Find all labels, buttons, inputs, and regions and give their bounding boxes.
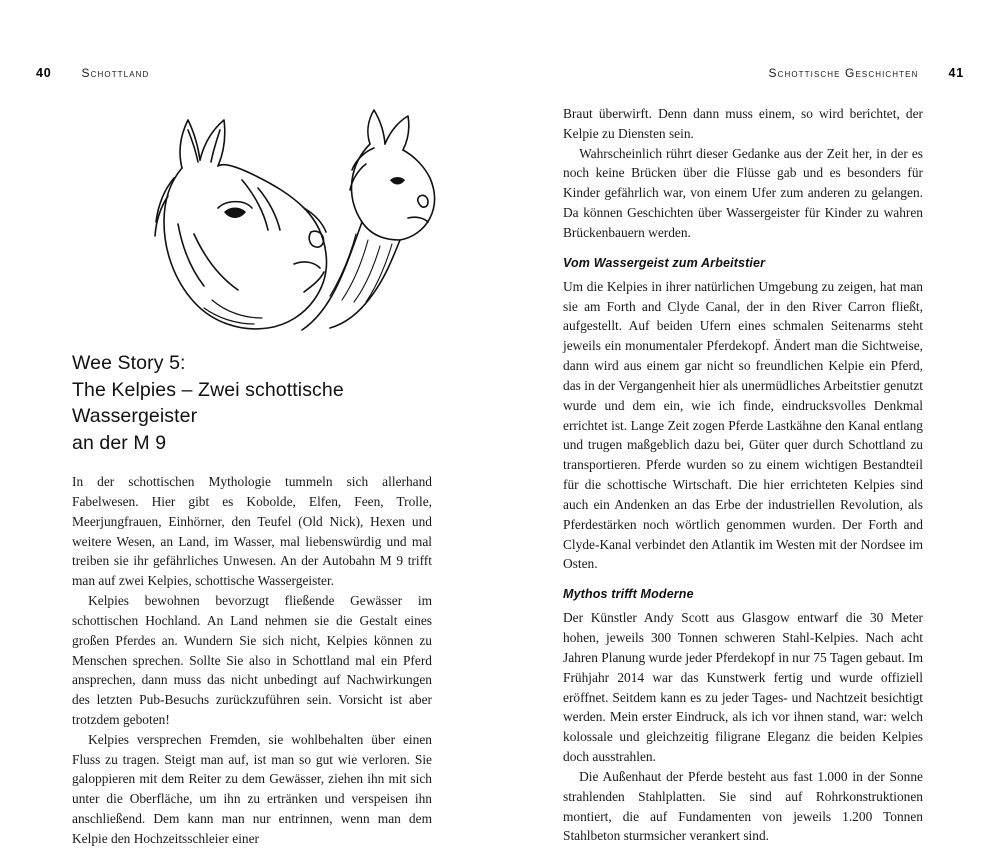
body-paragraph: Die Außenhaut der Pferde besteht aus fast 1.000 in der Sonne strahlenden Stahlplatten. Sie sind auf Rohrkonstruktionen montiert, die auf Fundamenten von jeweils 1.200 Tonnen Stahlbeton sturmsicher verankert sind. — [563, 768, 923, 844]
body-paragraph: Der Künstler Andy Scott aus Glasgow entwarf die 30 Meter hohen, jeweils 300 Tonnen schweren Stahl-Kelpies. Nach acht Jahren Planung wurde jeder Pferdekopf in nur 75 Tagen gebaut. Im Frühjahr 2014 war das Kunstwerk fertig und wurde offiziell eröffnet. Seitdem kann es zu jeder Tages- und Nachtzeit besichtigt werden. Mein erster Eindruck, als ich vor ihnen stand, war: welch kolossale und gleichzeitig filigrane Eleganz die beiden Kelpies doch ausstrahlen. — [563, 610, 923, 765]
body-paragraph: In der schottischen Mythologie tummeln sich allerhand Fabelwesen. Hier gibt es Kobolde, Elfen, Feen, Trolle, Meerjungfrauen, Einhörner, den Teufel (Old Nick), Hexen und weitere Wesen, an Land, im Wasser, mal liebenswürdig und mal treiben sie ihr gefährliches Unwesen. An der Autobahn M 9 trifft man auf zwei Kelpies, schottische Wassergeister. — [72, 474, 432, 589]
body-paragraph: Um die Kelpies in ihrer natürlichen Umgebung zu zeigen, hat man sie am Forth and Clyde Canal, der in den River Carron fließt, aufgestellt. Auf beiden Ufern eines schmalen Seitenarms steht jeweils ein monumentaler Pferdekopf. Ändert man die Sichtweise, dann wird aus einem gar nicht so freundlichen Kelpie ein Pferd, das in der Vergangenheit hier als unermüdliches Arbeitstier genutzt wurde und dem ein, wie ich finde, eindrucksvolles Denkmal errichtet ist. Lange Zeit zogen Pferde Lastkähne den Kanal entlang und trugen maßgeblich dazu bei, Güter quer durch Schottland zu transportieren. Pferde wurden so zu einem wichtigen Bestandteil für die schottische Wirtschaft. Die hier errichteten Kelpies sind auch ein Andenken an das Erbe der industriellen Revolution, als Pferdestärken noch wörtlich genommen wurden. Der Forth and Clyde-Kanal verbindet den Atlantik im Westen mit der Nordsee im Osten. — [563, 278, 923, 572]
page-number-right: 41 — [948, 66, 964, 80]
section-subheading: Vom Wassergeist zum Arbeitstier — [563, 255, 766, 270]
story-title-line-2: The Kelpies – Zwei schottische Wassergeister — [72, 378, 344, 428]
right-page-column — [563, 104, 923, 846]
body-paragraph: Kelpies bewohnen bevorzugt fließende Gewässer im schottischen Hochland. An Land nehmen sie die Gestalt eines großen Pferdes an. Wundern Sie sich nicht, Kelpies können zu Menschen sprechen. Sollte Sie also in Schottland mal ein Pferd ansprechen, dann muss das nicht unbedingt auf Nachwirkungen des letzten Pub-Besuchs zurückzuführen sein. Vorsicht ist aber trotzdem geboten! — [72, 593, 432, 727]
body-paragraph: Braut überwirft. Denn dann muss einem, so wird berichtet, der Kelpie zu Diensten sein. — [563, 106, 923, 141]
kelpies-horse-heads-drawing — [108, 104, 438, 332]
story-title-line-3: an der M 9 — [72, 431, 167, 454]
running-head-title-left: Schottland — [81, 66, 150, 80]
body-paragraph: Wahrscheinlich rührt dieser Gedanke aus der Zeit her, in der es noch keine Brücken über die Flüsse gab und es besonders für Kinder gefährlich war, von einem Ufer zum anderen zu gelangen. Da können Geschichten über Wassergeister für Kinder zu wahren Brückenbauern werden. — [563, 145, 923, 240]
running-head-right — [544, 64, 964, 82]
page-number-left: 40 — [36, 66, 52, 80]
section-subheading: Mythos trifft Moderne — [563, 587, 694, 602]
body-paragraph: Kelpies versprechen Fremden, sie wohlbehalten über einen Fluss zu tragen. Steigt man auf, ist man so gut wie verloren. Sie galoppieren mit dem Reiter zu dem Gewässer, ziehen ihn mit sich unter die Oberfläche, um ihn zu ertränken und verspeisen ihn anschließend. Dem kann man nur entrinnen, wenn man dem Kelpie den Hochzeitsschleier einer — [72, 731, 432, 846]
page-title — [72, 350, 432, 456]
running-head-left — [36, 64, 456, 82]
story-title-line-1: Wee Story 5: — [72, 352, 186, 374]
running-head-title-right: Schottische Geschichten — [768, 66, 919, 80]
left-page-column — [72, 104, 432, 849]
